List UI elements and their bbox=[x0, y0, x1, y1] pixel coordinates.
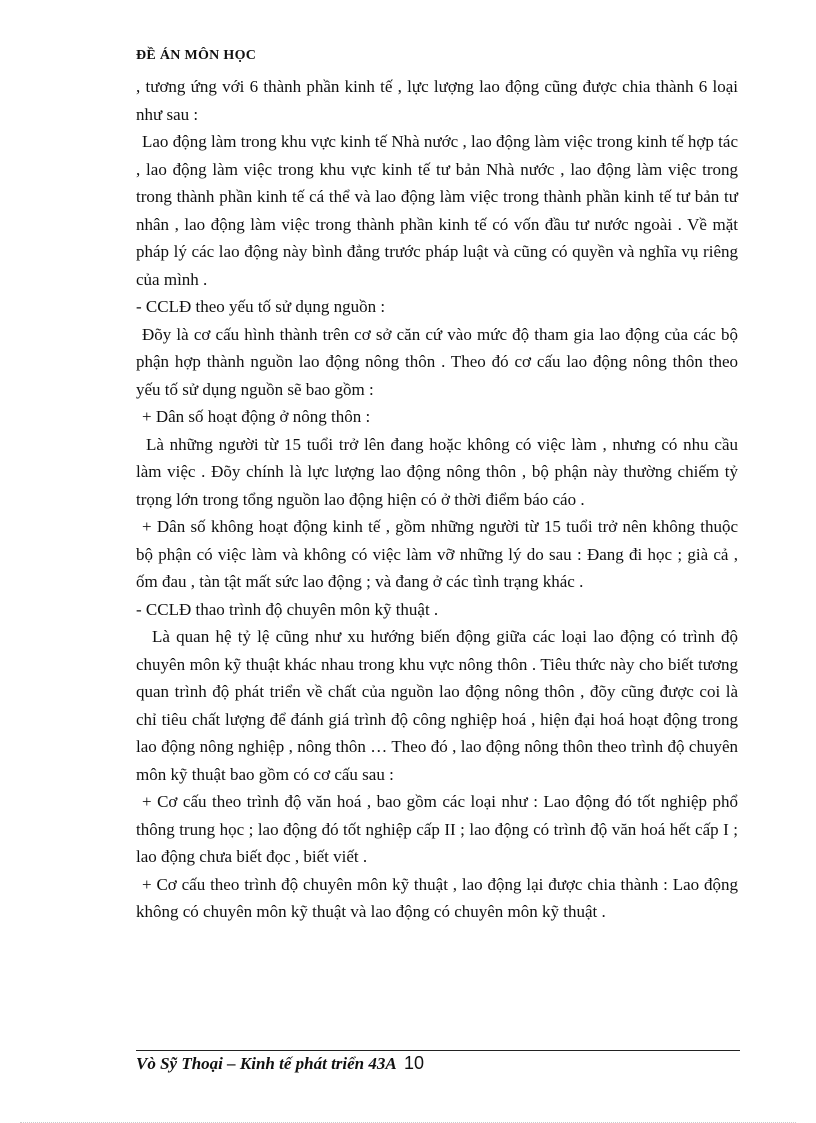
bullet-inactive-population: + Dân số không hoạt động kinh tế , gồm những người từ 15 tuổi trở nên không thuộc bộ phận có việc làm và không có việc làm vỡ những lý do sau : Đang đi học ; già cả , ốm đau , tàn tật mất sức lao động ; và đang ở các tình trạng khác . bbox=[136, 517, 738, 591]
paragraph-active-population: Là những người từ 15 tuổi trở lên đang hoặc không có việc làm , nhưng có nhu cầu làm việc . Đõy chính là lực lượng lao động nông thôn , bộ phận này thường chiếm tỷ trọng lớn trong tổng nguồn lao động hiện có ở thời điểm báo cáo . bbox=[136, 434, 738, 509]
bullet-education-level: + Cơ cấu theo trình độ văn hoá , bao gồm các loại như : Lao động đó tốt nghiệp phổ thông trung học ; lao động đó tốt nghiệp cấp II ; lao động có trình độ văn hoá hết cấp I ; lao động chưa biết đọc , biết viết . bbox=[136, 792, 738, 866]
heading-source-usage: - CCLĐ theo yếu tố sử dụng nguồn : bbox=[136, 297, 386, 316]
heading-technical-level: - CCLĐ thao trình độ chuyên môn kỹ thuật . bbox=[136, 599, 439, 619]
bullet-technical-specialty: + Cơ cấu theo trình độ chuyên môn kỹ thuật , lao động lại được chia thành : Lao động không có chuyên môn kỹ thuật và lao động có chuyên môn kỹ thuật . bbox=[136, 874, 738, 921]
footer-divider bbox=[136, 1050, 740, 1051]
bullet-active-population: + Dân số hoạt động ở nông thôn : bbox=[142, 407, 371, 426]
footer-author: Vò Sỹ Thoại – Kinh tế phát triển 43A bbox=[136, 1054, 396, 1073]
paragraph-technical-level: Là quan hệ tỷ lệ cũng như xu hướng biến động giữa các loại lao động có trình độ chuyên môn kỹ thuật khác nhau trong khu vực nông thôn . Tiêu thức này cho biết tương quan trình độ phát triển về chất của nguồn lao động nông thôn , đõy cũng được coi là chỉ tiêu chất lượng để đánh giá trình độ công nghiệp hoá , hiện đại hoá hoạt động trong lao động nông nghiệp , nông thôn … Theo đó , lao động nông thôn theo trình độ chuyên môn kỹ thuật bao gồm có cơ cấu sau : bbox=[136, 627, 738, 784]
document-footer bbox=[136, 1053, 424, 1074]
paragraph-labor-sectors: Lao động làm trong khu vực kinh tế Nhà nước , lao động làm việc trong kinh tế hợp tác , lao động làm việc trong khu vực kinh tế tư bản Nhà nước , lao động làm việc trong trong thành phần kinh tế cá thể và lao động làm việc trong thành phần kinh tế tư bản tư nhân , lao động làm việc trong thành phần kinh tế có vốn đầu tư nước ngoài . Về mặt pháp lý các lao động này bình đẳng trước pháp luật và cũng có quyền và nghĩa vụ riêng của mình . bbox=[136, 132, 738, 289]
page-number: 10 bbox=[404, 1053, 425, 1073]
document-body bbox=[136, 73, 738, 926]
paragraph-continuation: , tương ứng với 6 thành phần kinh tế , lực lượng lao động cũng được chia thành 6 loại như sau : bbox=[136, 77, 738, 124]
paragraph-source-usage: Đõy là cơ cấu hình thành trên cơ sở căn cứ vào mức độ tham gia lao động của các bộ phận hợp thành nguồn lao động nông thôn . Theo đó cơ cấu lao động nông thôn theo yếu tố sử dụng nguồn sẽ bao gồm : bbox=[136, 324, 738, 399]
document-header: ĐỀ ÁN MÔN HỌC bbox=[136, 48, 257, 63]
